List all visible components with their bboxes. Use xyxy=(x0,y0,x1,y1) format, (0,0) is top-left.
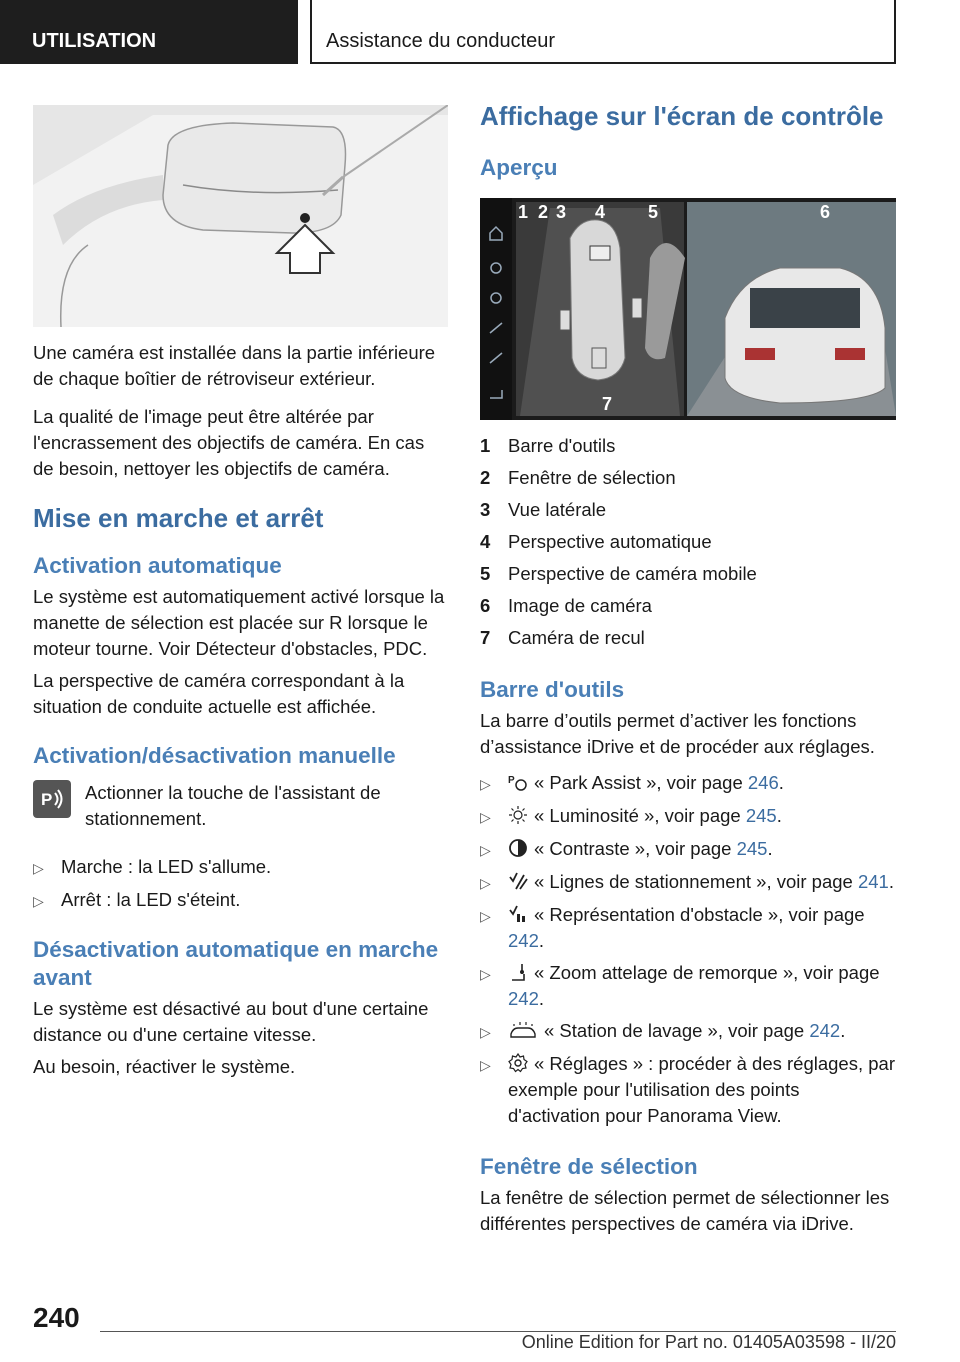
bullet-marker-icon: ▷ xyxy=(480,908,491,924)
manual-activation-block xyxy=(33,780,448,832)
selection-window-text: La fenêtre de sélection permet de sélectionner les différentes perspectives de caméra via iDrive. xyxy=(480,1187,890,1234)
bullet-marker-icon: ▷ xyxy=(480,776,491,792)
tool-item: ▷ « Luminosité », voir page 245. xyxy=(480,803,896,830)
page-number: 240 xyxy=(33,1302,80,1333)
svg-text:4: 4 xyxy=(595,202,606,222)
camera-location-text: Une caméra est installée dans la partie inférieure de chaque boîtier de rétroviseur extérieur. xyxy=(33,342,436,389)
mirror-illustration xyxy=(33,105,448,327)
tool-item: ▷ « Zoom attelage de remorque », voir page 242. xyxy=(480,960,896,1012)
svg-text:3: 3 xyxy=(556,202,567,222)
bullet-off: ▷ Arrêt : la LED s'éteint. xyxy=(33,887,448,914)
svg-text:5: 5 xyxy=(648,202,659,222)
legend-item: 3 Vue latérale xyxy=(480,499,607,520)
chapter-title: Assistance du conducteur xyxy=(310,0,896,64)
car-wash-icon xyxy=(508,1020,538,1040)
svg-text:P: P xyxy=(41,790,53,809)
tool-item: ▷ « Réglages » : procéder à des réglages, par exemple pour l'utilisation des points d'activation pour Panorama View. xyxy=(480,1051,896,1129)
brightness-icon xyxy=(508,805,528,825)
right-column xyxy=(480,100,896,1237)
legend-item: 4 Perspective automatique xyxy=(480,531,712,552)
edition-text: Online Edition for Part no. 01405A03598 - II/20 xyxy=(521,1332,896,1352)
toolbar-text: La barre d’outils permet d’activer les fonctions d’assistance iDrive et de procéder aux réglages. xyxy=(480,710,875,757)
heading-auto-activation: Activation automatique xyxy=(33,553,282,578)
auto-deactivation-text: Le système est désactivé au bout d'une certaine distance ou d'une certaine vitesse. xyxy=(33,998,429,1045)
heading-manual-activation: Activation/désactivation manuelle xyxy=(33,743,396,768)
svg-text:2: 2 xyxy=(538,202,549,222)
heading-selection-window: Fenêtre de sélection xyxy=(480,1154,698,1179)
bullet-on: ▷ Marche : la LED s'allume. xyxy=(33,854,448,881)
bullet-marker-icon: ▷ xyxy=(480,966,491,982)
bullet-marker-icon: ▷ xyxy=(480,875,491,891)
obstacle-icon xyxy=(508,904,528,924)
tool-item: ▷ « Représentation d'obstacle », voir page 242. xyxy=(480,902,896,954)
manual-activation-text: Actionner la touche de l'assistant de stationnement. xyxy=(85,782,381,829)
legend-list xyxy=(480,430,896,654)
legend-item: 2 Fenêtre de sélection xyxy=(480,467,676,488)
bullet-marker-icon: ▷ xyxy=(33,893,44,909)
legend-item: 6 Image de caméra xyxy=(480,595,652,616)
left-column xyxy=(33,105,448,1080)
tool-item: ▷ « Contraste », voir page 245. xyxy=(480,836,896,863)
bullet-marker-icon: ▷ xyxy=(480,809,491,825)
tool-item: ▷ « Station de lavage », voir page 242. xyxy=(480,1018,896,1045)
tool-item: ▷ « Lignes de stationnement », voir page 241. xyxy=(480,869,896,896)
heading-overview: Aperçu xyxy=(480,155,558,180)
trailer-hitch-icon xyxy=(508,962,528,982)
park-assist-icon xyxy=(508,772,528,792)
legend-item: 1 Barre d'outils xyxy=(480,435,616,456)
parking-lines-icon xyxy=(508,871,528,891)
heading-control-display: Affichage sur l'écran de contrôle xyxy=(480,101,884,131)
camera-view-illustration xyxy=(480,198,896,420)
bullet-marker-icon: ▷ xyxy=(480,1057,491,1073)
heading-toolbar: Barre d'outils xyxy=(480,677,625,702)
parking-assistant-button-icon xyxy=(33,780,71,818)
page-header xyxy=(0,0,960,66)
section-title: UTILISATION xyxy=(0,0,298,64)
auto-perspective-text: La perspective de caméra correspondant à la situation de conduite actuelle est affichée. xyxy=(33,670,405,717)
lens-cleaning-text: La qualité de l'image peut être altérée par l'encrassement des objectifs de caméra. En cas de besoin, nettoyer les objectifs de caméra. xyxy=(33,406,425,479)
heading-auto-deactivation: Désactivation automatique en marche avant xyxy=(33,937,439,990)
contrast-icon xyxy=(508,838,528,858)
reactivate-text: Au besoin, réactiver le système. xyxy=(33,1056,296,1077)
auto-activation-text: Le système est automatiquement activé lorsque la manette de sélection est placée sur R lorsque le moteur tourne. Voir Détecteur d'obstacles, PDC. xyxy=(33,586,445,659)
legend-item: 7 Caméra de recul xyxy=(480,627,645,648)
heading-on-off: Mise en marche et arrêt xyxy=(33,503,324,533)
control-display-screenshot xyxy=(480,198,896,420)
tool-item: ▷ P « Park Assist », voir page 246. xyxy=(480,770,896,797)
bullet-marker-icon: ▷ xyxy=(480,842,491,858)
svg-text:1: 1 xyxy=(518,202,529,222)
svg-text:P: P xyxy=(508,775,515,786)
svg-text:6: 6 xyxy=(820,202,831,222)
legend-item: 5 Perspective de caméra mobile xyxy=(480,563,757,584)
bullet-marker-icon: ▷ xyxy=(33,860,44,876)
bullet-marker-icon: ▷ xyxy=(480,1024,491,1040)
mirror-camera-photo xyxy=(33,105,448,327)
svg-text:7: 7 xyxy=(602,394,613,414)
settings-gear-icon xyxy=(508,1053,528,1073)
tool-list xyxy=(480,770,896,1129)
